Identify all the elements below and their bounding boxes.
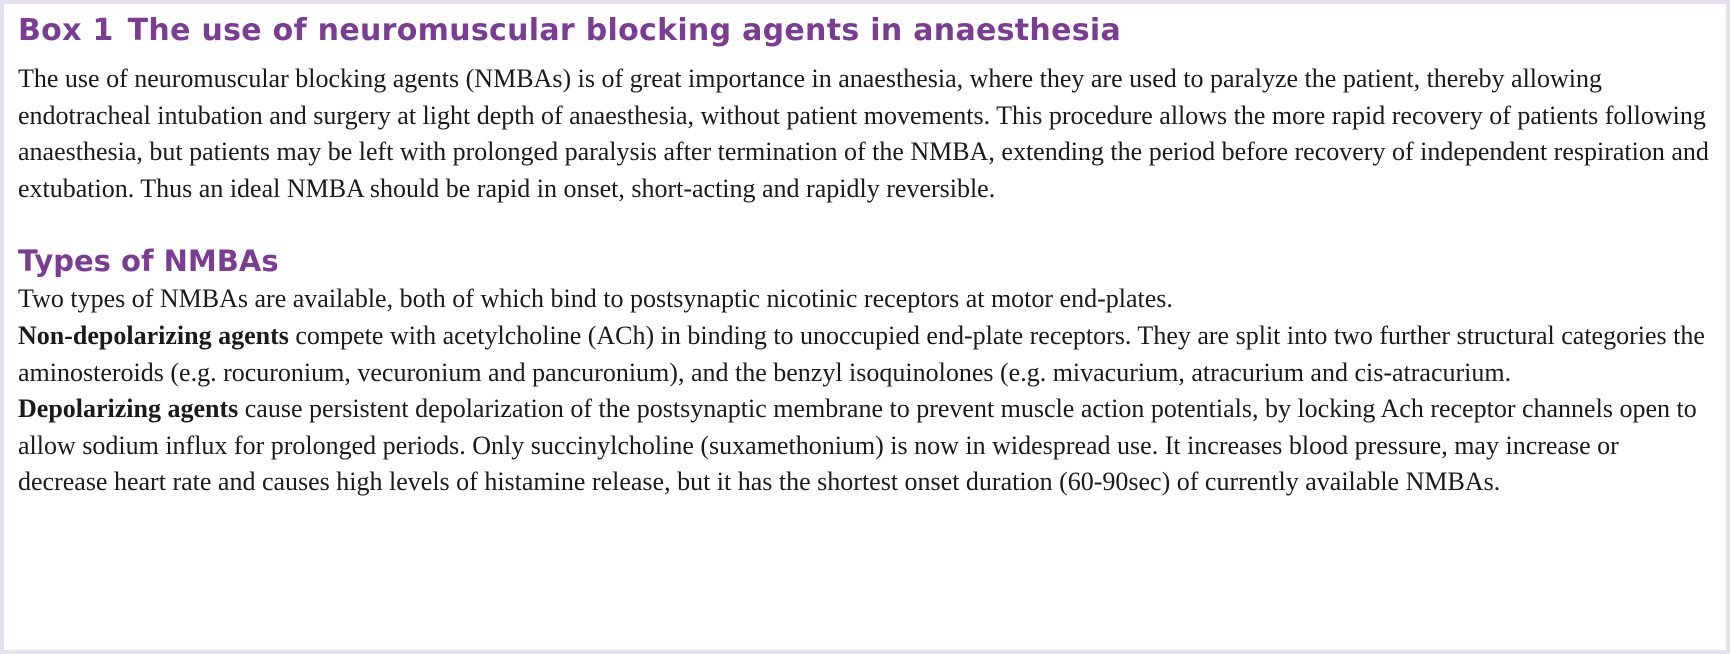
box-title [18,10,1712,52]
types-summary: Two types of NMBAs are available, both of which bind to postsynaptic nicotinic receptors at motor end-plates. [18,284,1173,314]
non-depolarizing-term: Non-depolarizing agents [18,320,289,350]
depolarizing-term: Depolarizing agents [18,394,239,424]
types-section [18,281,1712,501]
non-depolarizing-paragraph [18,318,1712,391]
non-depolarizing-text: compete with acetylcholine (ACh) in binding to unoccupied end-plate receptors. They are split into two further structural categories the aminosteroids (e.g. rocuronium, vecuronium and pancuronium), and the benzyl isoquinolones (e.g. mivacurium, atracurium and cis-atracurium. [18,320,1705,387]
box-number: Box 1 [18,13,114,48]
depolarizing-text: cause persistent depolarization of the postsynaptic membrane to prevent muscle action potentials, by locking Ach receptor channels open to allow sodium influx for prolonged periods. Only succinylcholine (suxamethonium) is now in widespread use. It increases blood pressure, may increase or decrease heart rate and causes high levels of histamine release, but it has the shortest onset duration (60-90sec) of currently available NMBAs. [18,394,1697,497]
box-title-text: The use of neuromuscular blocking agents in anaesthesia [127,13,1122,48]
depolarizing-paragraph [18,391,1712,501]
section-heading-types: Types of NMBAs [18,244,279,279]
intro-paragraph: The use of neuromuscular blocking agents (NMBAs) is of great importance in anaesthesia, where they are used to paralyze the patient, thereby allowing endotracheal intubation and surgery at light depth of anaesthesia, without patient movements. This procedure allows the more rapid recovery of patients following anaesthesia, but patients may be left with prolonged paralysis after termination of the NMBA, extending the period before recovery of independent respiration and extubation. Thus an ideal NMBA should be rapid in onset, short-acting and rapidly reversible. [18,64,1709,203]
